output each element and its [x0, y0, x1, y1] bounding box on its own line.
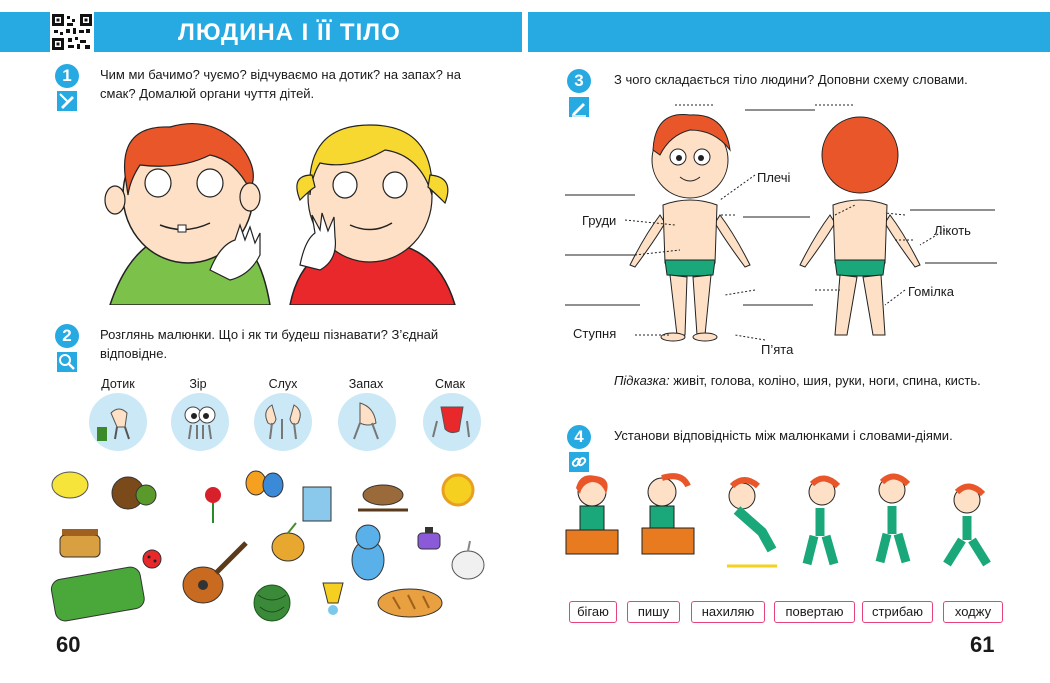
- boy-illustration: [105, 124, 270, 305]
- answer-lines: [565, 110, 997, 305]
- smell-sense-icon[interactable]: [338, 393, 396, 451]
- bread-icon: [378, 589, 442, 617]
- girl-illustration: [290, 125, 455, 305]
- task-3-number: 3: [567, 69, 591, 93]
- label-shoulders: Плечі: [757, 170, 791, 185]
- label-foot: Ступня: [573, 326, 617, 341]
- ladybug-icon: [143, 550, 161, 568]
- task-1-number: 1: [55, 64, 79, 88]
- hearing-sense-icon[interactable]: [254, 393, 312, 451]
- sight-sense-icon[interactable]: [171, 393, 229, 451]
- sense-label-touch: Дотик: [101, 377, 135, 391]
- draw-icon: [57, 91, 77, 111]
- bird-icon: [358, 485, 408, 510]
- label-elbow: Лікоть: [934, 223, 971, 238]
- girl-walking-figure: [947, 486, 987, 564]
- boy-back-figure: [800, 117, 920, 335]
- task-1-instruction: Чим ми бачимо? чуємо? відчуваємо на дотик? на запах? на смак? Домалюй органи чуття дітей.: [100, 67, 461, 101]
- page-number-left: 60: [56, 632, 81, 657]
- girl-writing-2-figure: [642, 476, 694, 554]
- page-gutter: [522, 12, 528, 52]
- girl-jumping-figure: [879, 476, 908, 562]
- task-4-instruction: Установи відповідність між малюнками і словами-діями.: [614, 428, 953, 443]
- objects-collage: [48, 465, 498, 625]
- sense-label-smell: Запах: [348, 377, 384, 391]
- onion-icon: [272, 523, 304, 561]
- word-turn[interactable]: повертаю: [774, 601, 855, 623]
- sun-icon: [443, 475, 473, 505]
- touch-sense-icon[interactable]: [89, 393, 147, 451]
- children-faces-illustration: [100, 115, 460, 305]
- rose-icon: [205, 487, 221, 523]
- taste-sense-icon[interactable]: [423, 393, 481, 451]
- link-icon: [569, 452, 589, 472]
- word-write[interactable]: пишу: [627, 601, 680, 623]
- garlic-icon: [452, 541, 484, 579]
- label-heel: П’ята: [761, 342, 794, 357]
- sense-label-hearing: Слух: [268, 377, 298, 391]
- label-shin: Гомілка: [908, 284, 955, 299]
- sense-label-sight: Зір: [189, 377, 207, 391]
- perfume-icon: [418, 527, 440, 549]
- task-3-hint: [614, 371, 999, 390]
- girl-actions-illustration: [562, 472, 1012, 577]
- qr-code-icon[interactable]: [50, 12, 94, 52]
- boy-front-figure: [630, 114, 750, 341]
- watermelon-icon: [254, 585, 290, 621]
- task-3-instruction: З чого складається тіло людини? Доповни схему словами.: [614, 72, 968, 87]
- sense-label-taste: Смак: [434, 377, 466, 391]
- girl-turning-figure: [807, 478, 838, 564]
- brush-icon: [60, 529, 100, 557]
- label-chest: Груди: [582, 213, 617, 228]
- cactus-mat-icon: [50, 566, 146, 623]
- page-number-right: 61: [970, 632, 995, 657]
- towel-icon: [303, 487, 331, 521]
- girl-writing-figure: [566, 475, 618, 554]
- magnifier-icon: [57, 352, 77, 372]
- cat-icon: [352, 525, 384, 580]
- guitar-icon: [183, 543, 246, 603]
- word-run[interactable]: бігаю: [569, 601, 617, 623]
- butterfly-icon: [246, 471, 283, 497]
- chapter-header-bar: [0, 12, 1050, 52]
- task-2-number: 2: [55, 324, 79, 348]
- lemon-icon: [52, 472, 88, 498]
- task-2-instruction: Розглянь малюнки. Що і як ти будеш пізнавати? З’єднай відповідне.: [100, 327, 439, 361]
- bell-icon: [323, 583, 343, 615]
- hint-words: живіт, голова, коліно, шия, руки, ноги, спина, кисть.: [669, 373, 981, 388]
- hint-label: Підказка:: [614, 373, 670, 388]
- word-jump[interactable]: стрибаю: [862, 601, 933, 623]
- chestnut-icon: [112, 477, 156, 509]
- chapter-title: ЛЮДИНА І ЇЇ ТІЛО: [178, 19, 401, 46]
- word-bend[interactable]: нахиляю: [691, 601, 765, 623]
- girl-bending-figure: [727, 480, 777, 566]
- task-4-number: 4: [567, 425, 591, 449]
- word-walk[interactable]: ходжу: [943, 601, 1003, 623]
